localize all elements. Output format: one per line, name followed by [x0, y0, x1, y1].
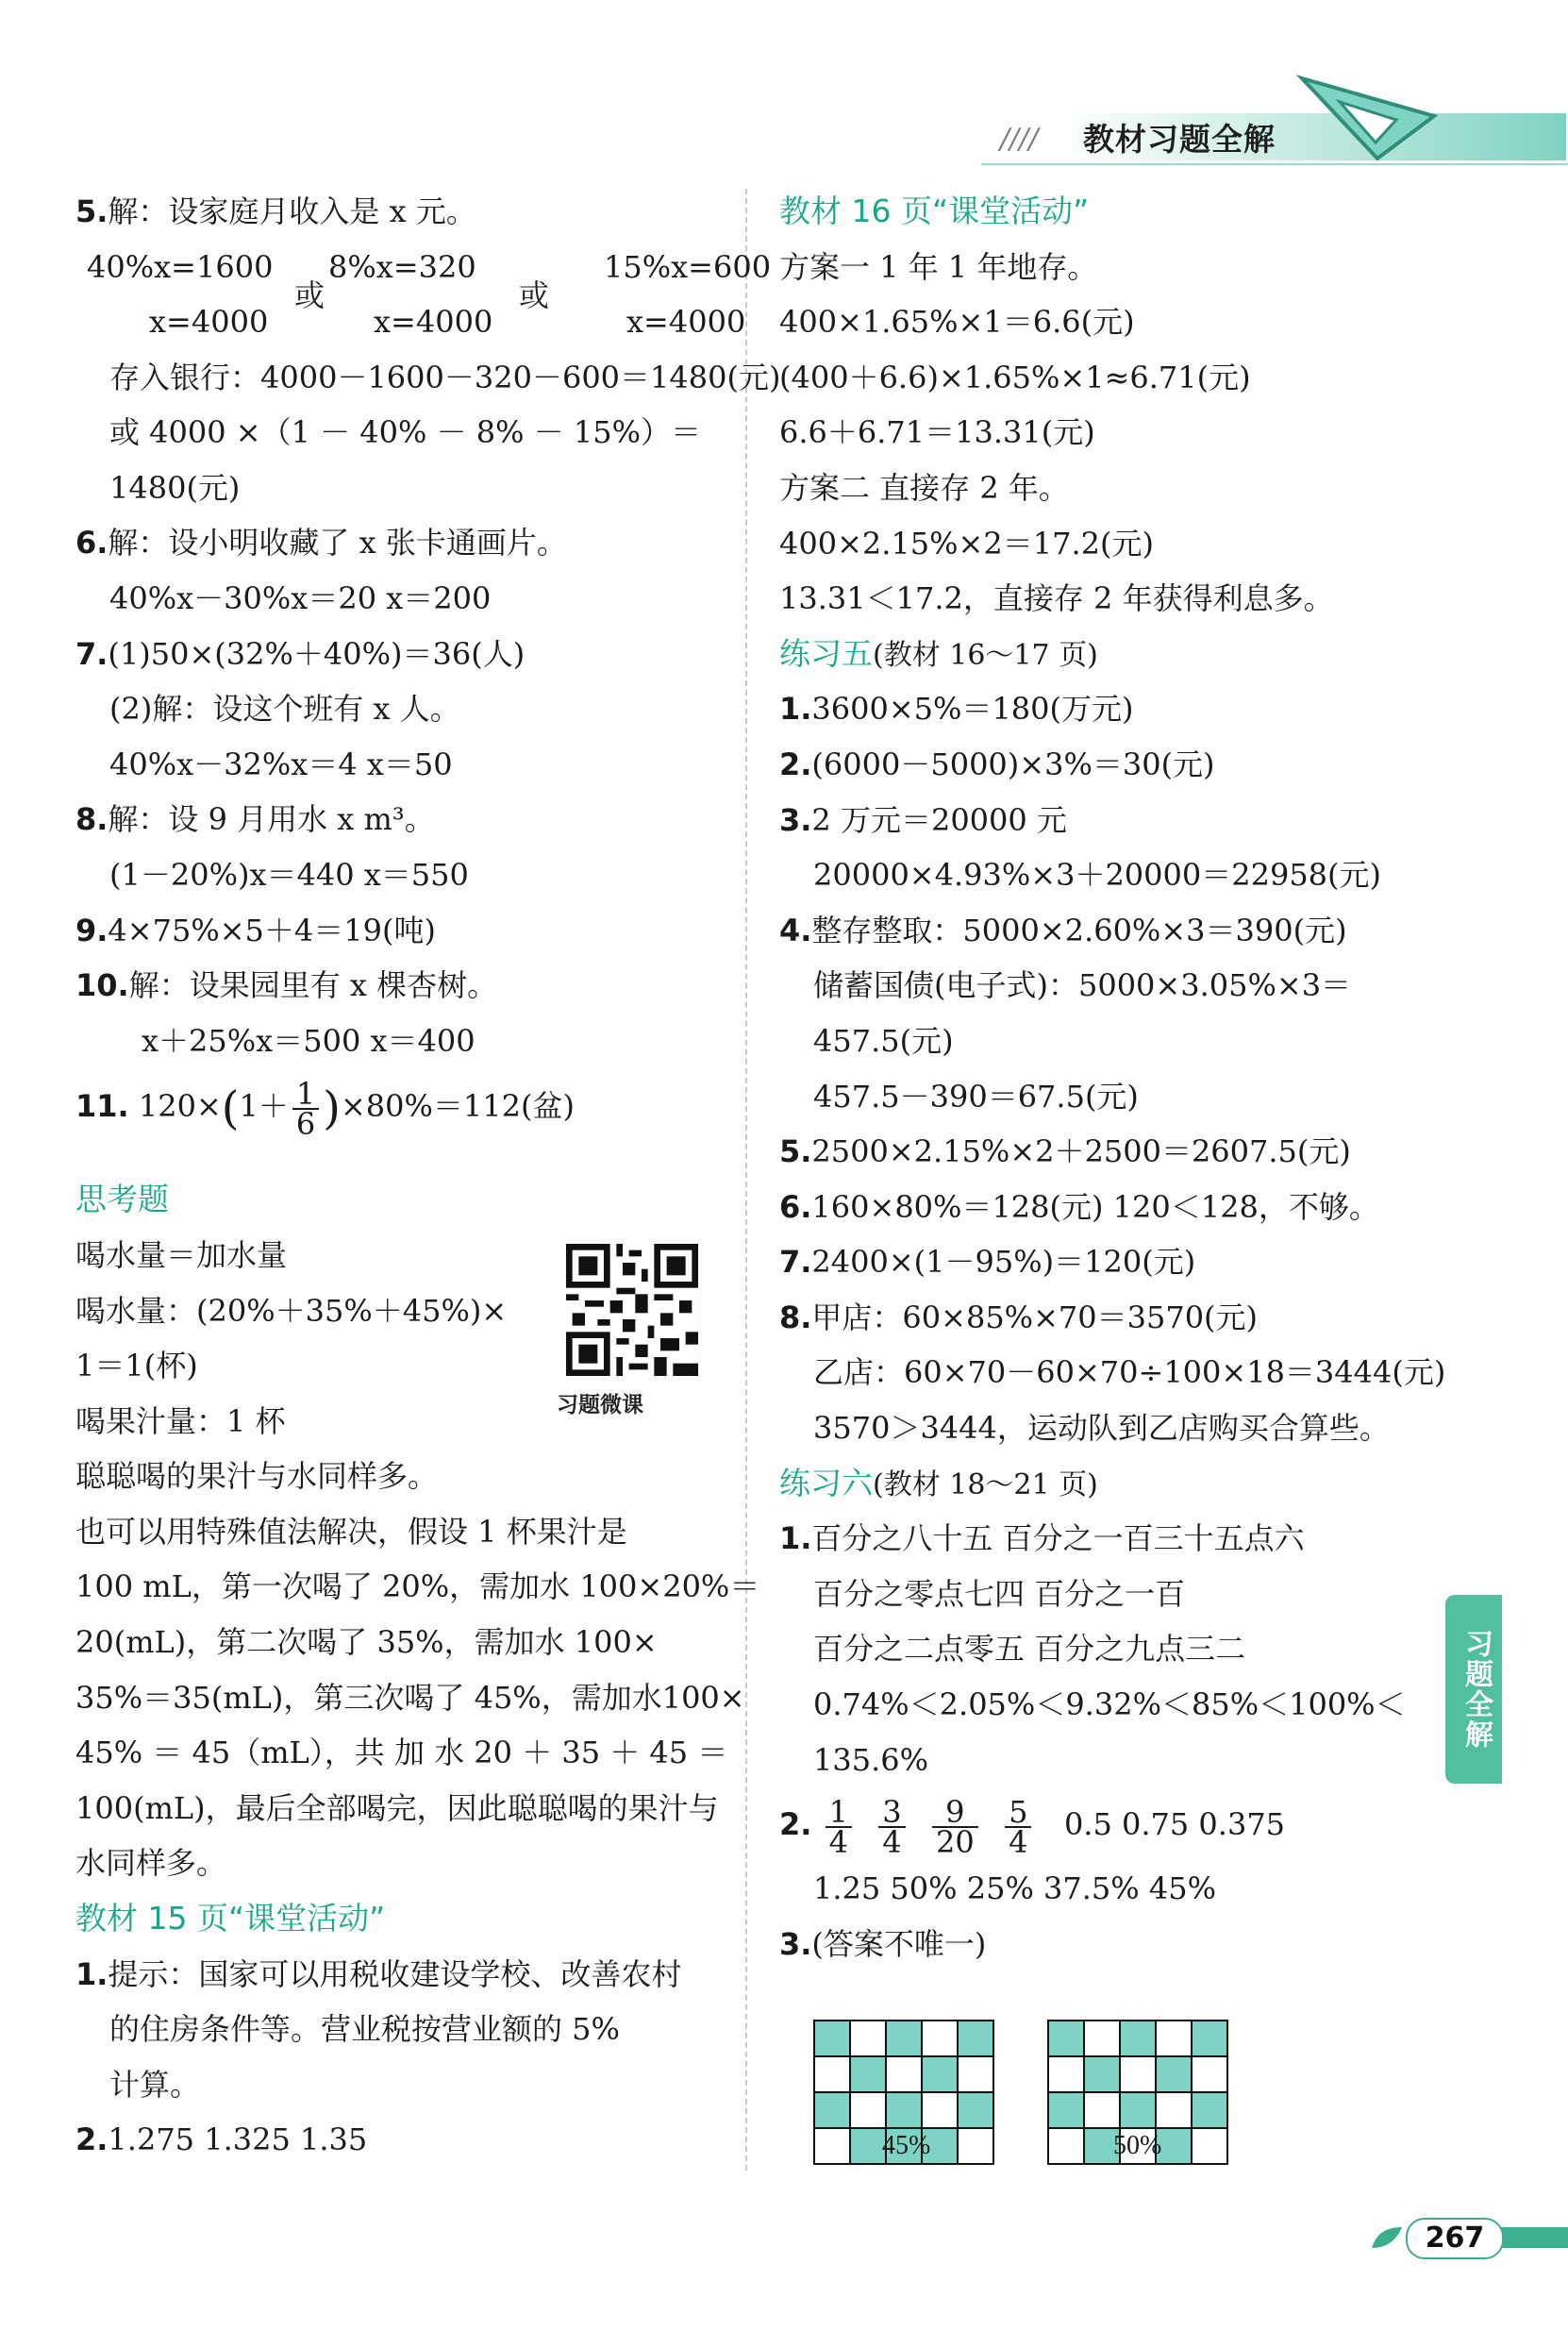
grid-cell-empty: [886, 2056, 922, 2092]
ex6-q2-fraction: [1005, 1793, 1031, 1860]
think-line: 1＝1(杯): [75, 1348, 198, 1384]
activity-16-title: 教材 16 页“课堂活动”: [779, 193, 1090, 229]
exercise-6-heading: [779, 1456, 1477, 1512]
ex5-number: 1.: [779, 691, 812, 728]
exercise-6-subtitle: (教材 18～21 页): [873, 1467, 1098, 1501]
ex5-row: [779, 1400, 1477, 1456]
left-column: [75, 184, 781, 2168]
ex6-q1-line-3: 百分之二点零五 百分之九点三二: [813, 1631, 1246, 1668]
ex6-q2-line: [779, 1787, 1477, 1861]
grid-cell-empty: [1192, 2128, 1227, 2164]
think-line: 100 mL，第一次喝了 20%，需加水 100×20%＝: [75, 1568, 760, 1605]
grid-cell-filled: [850, 2056, 886, 2092]
ex5-text: 储蓄国债(电子式)：5000×3.05%×3＝: [813, 967, 1352, 1004]
act16-line: 400×1.65%×1＝6.6(元): [779, 304, 1135, 341]
q5-line-4: 或 4000 ×（1 － 40% － 8% － 15%）＝: [109, 414, 702, 451]
side-tab: 习题全解: [1445, 1595, 1502, 1784]
column-divider: [745, 189, 747, 2171]
ex5-row: [779, 1014, 1477, 1069]
q11-part-a: 120×: [138, 1088, 222, 1125]
page-number-badge: [1368, 2218, 1568, 2256]
act16-line: 方案一 1 年 1 年地存。: [779, 248, 1098, 285]
q9-text: 4×75%×5＋4＝19(吨): [108, 912, 436, 948]
q10-number: 10.: [75, 967, 129, 1004]
grid-cell-filled: [958, 2092, 993, 2128]
q5-eq-c2: x=4000: [626, 303, 746, 340]
grid-cell-filled: [1048, 2021, 1084, 2056]
q5-eq-a1: 40%x=1600: [87, 248, 274, 285]
q5-number: 5.: [75, 193, 108, 229]
ex6-q1-line-4: 0.74%＜2.05%＜9.32%＜85%＜100%＜: [813, 1686, 1406, 1723]
ex5-row: [779, 1234, 1477, 1290]
q9-number: 9.: [75, 912, 108, 948]
exercise-6-title: 练习六: [779, 1464, 873, 1501]
grid-cell-empty: [1084, 2092, 1120, 2128]
q5-eq-b2: x=4000: [374, 303, 493, 340]
act15-q1-line-3: 计算。: [109, 2066, 201, 2103]
grid-cell-empty: [1120, 2056, 1156, 2092]
grid-cell-filled: [1120, 2021, 1156, 2056]
ex5-text: 3600×5%＝180(万元): [811, 691, 1134, 728]
think-line: 45% ＝ 45（mL），共 加 水 20 ＋ 35 ＋ 45 ＝: [75, 1735, 728, 1771]
q11-paren-close: ): [323, 1082, 341, 1135]
exercise-5-subtitle: (教材 16～17 页): [873, 638, 1098, 672]
ex6-q1-line-2: 百分之零点七四 百分之一百: [813, 1575, 1186, 1612]
q11-frac-num: 1: [292, 1080, 319, 1110]
grid-cell-empty: [1156, 2021, 1192, 2056]
think-line: 水同样多。: [75, 1845, 227, 1882]
grid-cell-filled: [814, 2092, 850, 2128]
exercise-5-heading: [779, 627, 1477, 682]
ex5-row: [779, 847, 1477, 903]
think-line: 20(mL)，第二次喝了 35%，需加水 100×: [75, 1624, 658, 1661]
ex5-text: 2500×2.15%×2＋2500＝2607.5(元): [811, 1133, 1351, 1170]
q6-line-2: 40%x－30%x＝20 x＝200: [109, 579, 492, 616]
ex5-number: 3.: [779, 801, 812, 838]
ex5-text: 457.5－390＝67.5(元): [813, 1078, 1139, 1115]
grid-cell-filled: [1156, 2056, 1192, 2092]
page-number: 267: [1406, 2218, 1504, 2259]
act15-q2-number: 2.: [75, 2121, 108, 2158]
q11-number: 11.: [75, 1088, 129, 1125]
qr-label: 习题微课: [557, 1393, 643, 1417]
grid-cell-empty: [1156, 2092, 1192, 2128]
q5-line: [75, 184, 726, 240]
ex6-q3-number: 3.: [779, 1925, 812, 1962]
q6-number: 6.: [75, 525, 108, 562]
grid-cell-filled: [1192, 2021, 1227, 2056]
act16-line: (400＋6.6)×1.65%×1≈6.71(元): [779, 359, 1251, 395]
ex5-text: (6000－5000)×3%＝30(元): [811, 746, 1215, 782]
grid-cell-empty: [814, 2056, 850, 2092]
act15-q1-line-2: 的住房条件等。营业税按营业额的 5%: [109, 2011, 620, 2048]
q5-equations: [75, 240, 772, 350]
grid-cell-filled: [1084, 2056, 1120, 2092]
q7-number: 7.: [75, 635, 108, 672]
act15-q2-line: [75, 2112, 726, 2168]
act15-q1-text: 提示：国家可以用税收建设学校、改善农村: [108, 1955, 682, 1992]
q8-number: 8.: [75, 801, 108, 838]
q5-or-1: 或: [294, 277, 325, 313]
ex6-q2-decimals: 0.5 0.75 0.375: [1063, 1806, 1286, 1843]
ex5-text: 乙店：60×70－60×70÷100×18＝3444(元): [813, 1354, 1446, 1391]
ex5-number: 6.: [779, 1188, 812, 1225]
grid-cell-empty: [1048, 2056, 1084, 2092]
activity-15-title: 教材 15 页“课堂活动”: [75, 1900, 386, 1937]
q5-line-3: 存入银行：4000－1600－320－600＝1480(元): [109, 359, 781, 395]
q8-text: 解：设 9 月用水 x m³。: [108, 801, 435, 838]
q11-part-b: ×80%＝112(盆): [340, 1088, 575, 1125]
ex5-number: 8.: [779, 1299, 812, 1335]
ex5-text: 2400×(1－95%)＝120(元): [811, 1244, 1196, 1281]
ex5-number: 5.: [779, 1133, 812, 1170]
grid-cell-empty: [958, 2056, 993, 2092]
grid-cell-empty: [958, 2128, 993, 2164]
ex6-q2-fraction: [878, 1793, 905, 1860]
q5-eq-b1: 8%x=320: [328, 248, 476, 285]
ex6-q1-text: 百分之八十五 百分之一百三十五点六: [811, 1520, 1305, 1557]
think-line: 喝水量：(20%＋35%＋45%)×: [75, 1292, 508, 1329]
header-title: 教材习题全解: [1083, 121, 1276, 158]
frac-den: 4: [882, 1823, 902, 1860]
think-line: 喝水量＝加水量: [75, 1236, 288, 1273]
grid-cell-filled: [886, 2021, 922, 2056]
header-rule: [981, 163, 1568, 165]
q10-line-2: x＋25%x＝500 x＝400: [142, 1022, 475, 1059]
ex5-row: [779, 1345, 1477, 1400]
grid-cell-filled: [958, 2021, 993, 2056]
ex5-row: [779, 1290, 1477, 1346]
frac-num: 3: [878, 1798, 905, 1828]
act15-q1-number: 1.: [75, 1955, 108, 1992]
grid-45-caption: 45%: [882, 2131, 931, 2160]
act15-q2-text: 1.275 1.325 1.35: [108, 2121, 368, 2158]
set-square-icon: [1293, 59, 1443, 163]
think-line: 聪聪喝的果汁与水同样多。: [75, 1458, 439, 1495]
act16-line: 400×2.15%×2＝17.2(元): [779, 525, 1154, 562]
spacer: [75, 1144, 726, 1172]
grid-cell-empty: [1048, 2128, 1084, 2164]
think-section-title: 思考题: [75, 1181, 169, 1218]
ex5-row: [779, 958, 1477, 1014]
q7-line: [75, 627, 726, 682]
grid-cell-empty: [850, 2092, 886, 2128]
q6-line: [75, 515, 726, 571]
ex6-q2-fraction: [932, 1793, 978, 1860]
ex6-q2-line-2: 1.25 50% 25% 37.5% 45%: [813, 1870, 1216, 1907]
q5-line-5: 1480(元): [109, 469, 241, 506]
grid-cell-filled: [1192, 2092, 1227, 2128]
grid-cell-filled: [1120, 2092, 1156, 2128]
header-slash-decoration: ////: [1000, 123, 1039, 156]
q5-eq-c1: 15%x=600: [604, 248, 772, 285]
grid-cell-filled: [850, 2128, 886, 2164]
ex6-q1-line: [779, 1511, 1477, 1567]
grid-cell-empty: [814, 2128, 850, 2164]
q11-paren-open: (: [221, 1082, 240, 1135]
ex5-text: 甲店：60×85%×70＝3570(元): [811, 1299, 1259, 1335]
q5-or-2: 或: [519, 277, 550, 313]
ex5-row: [779, 793, 1477, 848]
page-header: [981, 102, 1568, 168]
grid-cell-filled: [922, 2056, 958, 2092]
q10-text: 解：设果园里有 x 棵杏树。: [128, 967, 498, 1004]
q11-frac-den: 6: [295, 1105, 316, 1142]
ex6-q2-number: 2.: [779, 1806, 812, 1843]
q9-line: [75, 903, 726, 959]
q7-line-3: 40%x－32%x＝4 x＝50: [109, 746, 453, 782]
q7-text: (1)50×(32%＋40%)＝36(人): [108, 635, 525, 672]
ex5-row: [779, 903, 1477, 959]
ex5-text: 3570＞3444，运动队到乙店购买合算些。: [813, 1410, 1390, 1447]
ex5-text: 160×80%＝128(元) 120＜128，不够。: [811, 1188, 1379, 1225]
grid-cell-filled: [1048, 2092, 1084, 2128]
ex5-text: 20000×4.93%×3＋20000＝22958(元): [813, 857, 1382, 894]
grid-cell-filled: [886, 2092, 922, 2128]
frac-num: 1: [826, 1798, 852, 1828]
leaf-icon: [1368, 2223, 1406, 2252]
grid-cell-empty: [1084, 2021, 1120, 2056]
frac-den: 20: [936, 1823, 975, 1860]
act15-q1-line: [75, 1947, 726, 2003]
act16-line: 13.31＜17.2，直接存 2 年获得利息多。: [779, 580, 1334, 617]
ex5-row: [779, 737, 1477, 793]
frac-den: 4: [1009, 1823, 1028, 1860]
grid-cell-empty: [922, 2092, 958, 2128]
frac-den: 4: [828, 1823, 848, 1860]
q5-eq-a2: x=4000: [149, 303, 269, 340]
q11-line: [75, 1068, 726, 1144]
q10-line: [75, 958, 726, 1014]
grid-cell-empty: [922, 2021, 958, 2056]
ex6-q3-line: [779, 1917, 1477, 1972]
ex5-number: 4.: [779, 912, 812, 948]
q5-text: 解：设家庭月收入是 x 元。: [108, 193, 476, 229]
ex5-text: 整存整取：5000×2.60%×3＝390(元): [811, 912, 1347, 948]
q8-line-2: (1－20%)x＝440 x＝550: [109, 856, 469, 893]
ex5-row: [779, 1124, 1477, 1180]
ex6-q1-number: 1.: [779, 1520, 812, 1557]
q11-one-plus: 1＋: [239, 1088, 289, 1125]
ex5-text: 457.5(元): [813, 1022, 954, 1059]
grid-cell-filled: [814, 2021, 850, 2056]
q6-text: 解：设小明收藏了 x 张卡通画片。: [108, 525, 567, 562]
ex6-q3-text: (答案不唯一): [811, 1925, 987, 1962]
ex5-text: 2 万元＝20000 元: [811, 801, 1067, 838]
act16-line: 方案二 直接存 2 年。: [779, 469, 1069, 506]
q8-line: [75, 792, 726, 847]
grid-cell-empty: [850, 2021, 886, 2056]
grid-cell-empty: [1192, 2056, 1227, 2092]
ex5-number: 2.: [779, 746, 812, 782]
frac-num: 5: [1005, 1798, 1031, 1828]
frac-num: 9: [932, 1798, 978, 1828]
ex6-q2-fraction: [826, 1793, 852, 1860]
exercise-5-title: 练习五: [779, 634, 873, 672]
qr-code-icon[interactable]: [566, 1244, 698, 1376]
think-line: 也可以用特殊值法解决，假设 1 杯果汁是: [75, 1513, 627, 1550]
q11-fraction: [292, 1075, 319, 1142]
ex5-row: [779, 681, 1477, 737]
think-line: 100(mL)，最后全部喝完，因此聪聪喝的果汁与: [75, 1789, 719, 1826]
right-column: [779, 184, 1477, 1971]
grid-50-caption: 50%: [1113, 2131, 1162, 2160]
ex5-row: [779, 1180, 1477, 1235]
ex6-q1-line-5: 135.6%: [813, 1741, 929, 1778]
q7-line-2: (2)解：设这个班有 x 人。: [109, 691, 460, 728]
ex5-row: [779, 1069, 1477, 1125]
act16-line: 6.6＋6.71＝13.31(元): [779, 414, 1095, 451]
think-line: 喝果汁量：1 杯: [75, 1402, 286, 1439]
think-line: 35%＝35(mL)，第三次喝了 45%，需加水100×: [75, 1679, 745, 1716]
ex5-number: 7.: [779, 1244, 812, 1281]
